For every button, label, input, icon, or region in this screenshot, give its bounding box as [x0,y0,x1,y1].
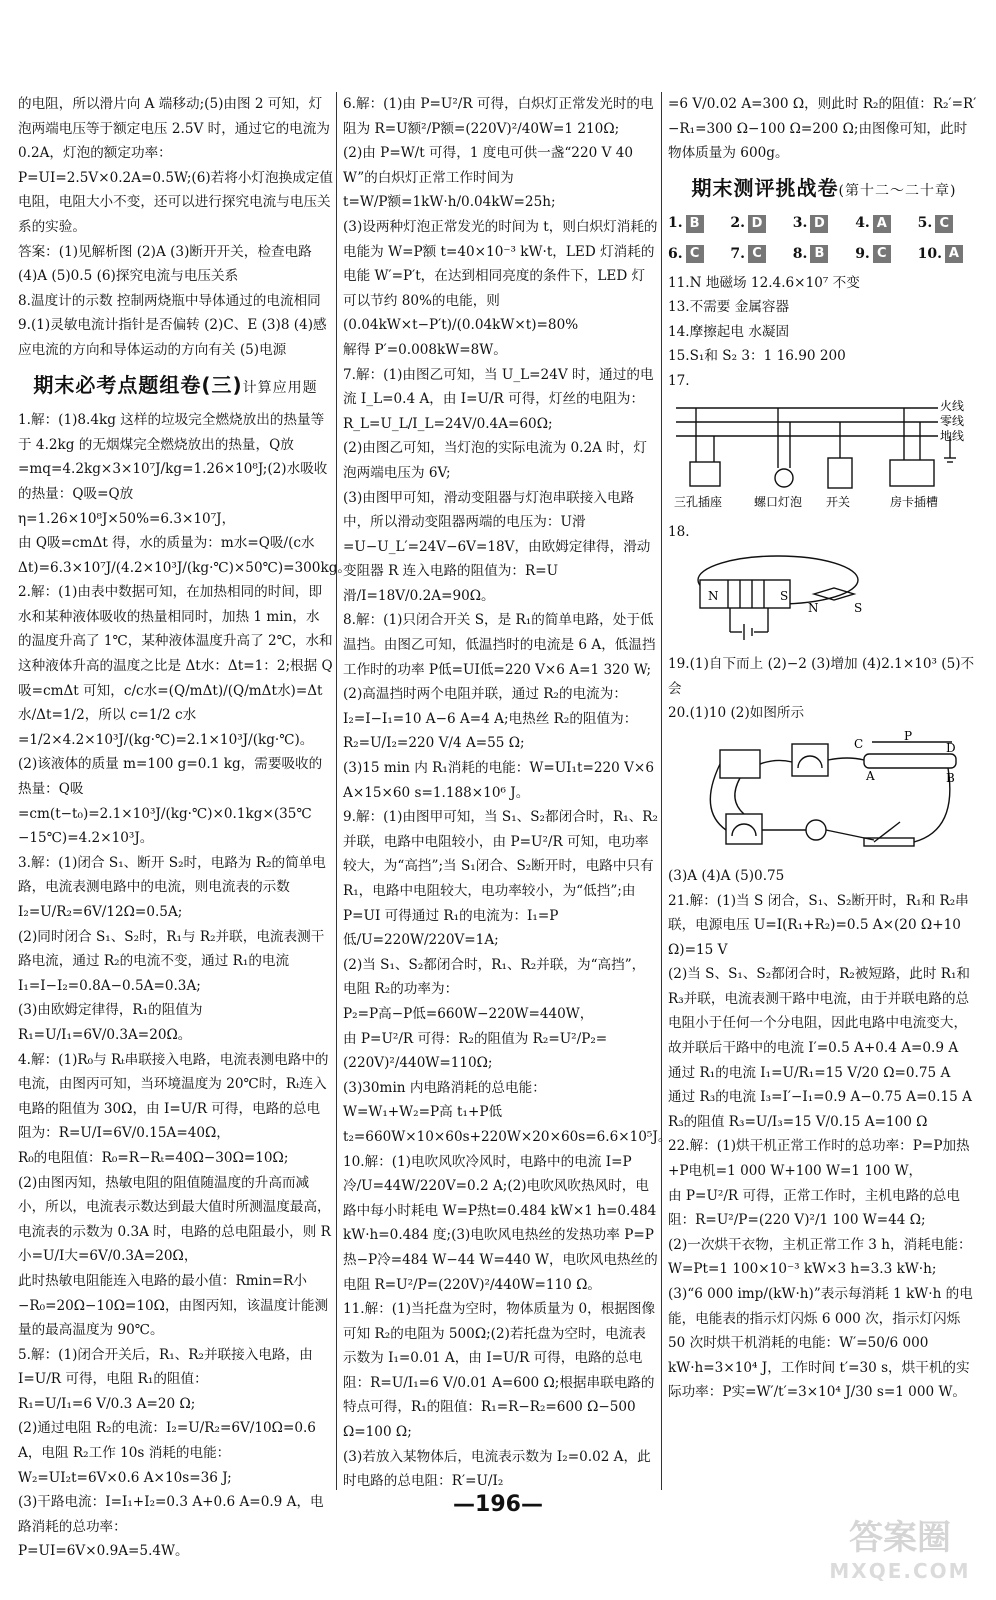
pole-label: N [808,601,819,616]
answer-number: 1. [668,215,683,232]
terminal-label: C [854,736,864,751]
answer-number: 6. [668,245,683,262]
section-heading-final-exam-3 [18,373,333,401]
answer-number: 3. [792,215,808,232]
section-heading-final-challenge [668,176,980,204]
answer-number: 5. [917,215,933,232]
answer-box: A [945,245,963,263]
household-circuit-figure [668,398,980,516]
answer-box: D [748,215,766,233]
left-intro-text: 的电阻，所以滑片向 A 端移动;(5)由图 2 可知，灯泡两端电压等于额定电压 2.5V 时，通过它的电流为 0.2A，灯泡的额定功率：P=UI=2.5V×0.2A=0.5W;(6)若将小灯泡换成定值电阻，电阻大小不变，还可以进行探究电流与电压关系的实验。 答案：(1)见解析图 (2)A (3)断开开关，检查电路 (4)A (5)0.5 (6)探究电流与电压关系 8.温度计的示数 控制两烧瓶中导体通过的电流相同 9.(1)灵敏电流计指针是否偏转 (2)C、E (3)8 (4)感应电流的方向和导体运动的方向有关 (5)电源 [18,96,333,358]
section-heading-subtitle: 计算应用题 [242,379,318,396]
terminal-label: B [946,770,955,785]
pole-label: S [854,601,863,616]
wire-label-ground: 地线 [940,428,965,443]
watermark-logo [820,1510,980,1590]
part-label-switch: 开关 [826,494,851,509]
terminal-label: P [904,729,913,743]
answer-item [668,211,730,236]
answer-box: B [686,215,704,233]
watermark-url: MXQE.COM [829,1559,971,1583]
answer-number: 2. [730,215,746,232]
pole-label: S [780,589,789,604]
answer-box: C [748,245,766,263]
section-heading-title: 期末测评挑战卷 [691,175,839,200]
answer-item [793,242,855,267]
left-column [18,92,351,1564]
terminal-label: D [946,740,956,755]
answer-number: 8. [792,245,808,262]
right-bottom-text: (3)A (4)A (5)0.75 21.解：(1)当 S 闭合，S₁、S₂断开时，R₁和 R₂串联，电源电压 U=I(R₁+R₂)=0.5 A×(20 Ω+10 Ω)=15 V (2)当 S、S₁、S₂都闭合时，R₂被短路，此时 R₁和 R₃并联，电流表测干路中电流，由于并联电路的总电阻小于任何一个分电阻，因此电路中电流变大，故并联后干路中的电流 I′=0.5 A+0.4 A=0.9 A 通过 R₁的电流 I₁=U/R₁=15 V/20 Ω=0.75 A 通过 R₃的电流 I₃=I′−I₁=0.9 A−0.75 A=0.15 A R₃的阻值 R₃=U/I₃=15 V/0.15 A=100 Ω 22.解：(1)烘干机正常工作时的总功率：P=P加热+P电机=1 000 W+100 W=1 100 W， 由 P=U²/R 可得，正常工作时，主机电路的总电阻：R=U²/P=(220 V)²/1 100 W=44 Ω; (2)一次烘干衣物，主机正常工作 3 h，消耗电能：W=Pt=1 100×10⁻³ kW×3 h=3.3 kW·h; (3)“6 000 imp/(kW·h)”表示每消耗 1 kW·h 的电能，电能表的指示灯闪烁 6 000 次，指示灯闪烁 50 次时烘干机消耗的电能：W′=50/6 000 kW·h=3×10⁴ J，工作时间 t′=30 s，烘干机的实际功率：P实=W′/t′=3×10⁴ J/30 s=1 000 W。 [668,867,973,1401]
right-column [668,92,980,1405]
pole-label: N [708,589,719,604]
answer-box: A [873,215,891,233]
answer-box: C [686,245,704,263]
answer-item [793,211,855,236]
answer-item [730,211,792,236]
multiple-choice-answers [668,211,980,266]
answer-box: B [810,245,828,263]
watermark-main: 答案圈 [849,1518,951,1558]
right-top-text: =6 V/0.02 A=300 Ω，则此时 R₂的阻值：R₂′=R′−R₁=300 Ω−100 Ω=200 Ω;由图像可知，此时物体质量为 600g。 [668,96,977,162]
column-divider [661,92,662,1490]
middle-body-text: 6.解：(1)由 P=U²/R 可得，白炽灯正常发光时的电阻为 R=U额²/P额=(220V)²/40W=1 210Ω; (2)由 P=W/t 可得，1 度电可供一盏“220 V 40 W”的白炽灯正常工作时间为 t=W/P额=1kW·h/0.04kW=25h; (3)设两种灯泡正常发光的时间为 t，则白炽灯消耗的电能为 W=P额 t=40×10⁻³ kW·t，LED 灯消耗的电能 W′=P′t，在达到相同亮度的条件下，LED 灯可以节约 80%的电能，则 (0.04kW×t−P′t)/(0.04kW×t)=80% 解得 P′=0.008kW=8W。 7.解：(1)由图乙可知，当 U_L=24V 时，通过的电流 I_L=0.4 A，由 I=U/R 可得，灯丝的电阻为：R_L=U_L/I_L=24V/0.4A=60Ω; (2)由图乙可知，当灯泡的实际电流为 0.2A 时，灯泡两端电压为 6V; (3)由图甲可知，滑动变阻器与灯泡串联接入电路中，所以滑动变阻器两端的电压为：U滑=U−U_L′=24V−6V=18V，由欧姆定律得，滑动变阻器 R 连入电路的阻值为：R=U滑/I=18V/0.2A=90Ω。 8.解：(1)只闭合开关 S，是 R₁的简单电路，处于低温挡。由图乙可知，低温挡时的电流是 6 A，低温挡工作时的功率 P低=UI低=220 V×6 A=1 320 W; (2)高温挡时两个电阻并联，通过 R₂的电流为：I₂=I−I₁=10 A−6 A=4 A;电热丝 R₂的阻值为：R₂=U/I₂=220 V/4 A=55 Ω; (3)15 min 内 R₁消耗的电能：W=UI₁t=220 V×6 A×15×60 s=1.188×10⁶ J。 9.解：(1)由图甲可知，当 S₁、S₂都闭合时，R₁、R₂并联，电路中电阻较小，由 P=U²/R 可知，电功率较大，为“高挡”;当 S₁闭合、S₂断开时，电路中只有 R₁，电路中电阻较大，电功率较小，为“低挡”;由 P=UI 可得通过 R₁的电流为：I₁=P低/U=220W/220V=1A; (2)当 S₁、S₂都闭合时，R₁、R₂并联，为“高挡”，电阻 R₂的功率为： P₂=P高−P低=660W−220W=440W， 由 P=U²/R 可得：R₂的阻值为 R₂=U²/P₂=(220V)²/440W=110Ω; (3)30min 内电路消耗的总电能： W=W₁+W₂=P高 t₁+P低 t₂=660W×10×60s+220W×20×60s=6.6×10⁵J。 10.解：(1)电吹风吹冷风时，电路中的电流 I=P冷/U=44W/220V=0.2 A;(2)电吹风吹热风时，电路中每小时耗电 W=P热t=0.484 kW×1 h=0.484 kW·h=0.484 度;(3)电吹风电热丝的发热功率 P=P热−P冷=484 W−44 W=440 W，电吹风电热丝的电阻 R=U²/P=(220V)²/440W=110 Ω。 11.解：(1)当托盘为空时，物体质量为 0，根据图像可知 R₂的电阻为 500Ω;(2)若托盘为空时，电流表示数为 I₁=0.01 A，由 I=U/R 可得，电路的总电阻：R=U/I₁=6 V/0.01 A=600 Ω;根据串联电路的特点可得，R₁的阻值：R₁=R−R₂=600 Ω−500 Ω=100 Ω; (3)若放入某物体后，电流表示数为 I₂=0.02 A，此时电路的总电阻：R′=U/I₂ [343,96,672,1490]
middle-column [343,92,672,1494]
answers-19-20: 19.(1)自下而上 (2)−2 (3)增加 (4)2.1×10³ (5)不会 20.(1)10 (2)如图所示 [668,656,975,722]
question-18-label: 18. [668,523,690,540]
answer-item [668,242,730,267]
answer-number: 10. [917,245,942,262]
part-label-card-slot: 房卡插槽 [890,494,939,509]
wire-label-neutral: 零线 [940,413,965,428]
part-label-socket: 三孔插座 [674,494,723,509]
page-number: —196— [453,1492,543,1517]
answer-box: C [873,245,891,263]
section-heading-title: 期末必考点题组卷(三) [33,372,243,397]
answer-number: 4. [855,215,870,232]
fill-in-answers: 11.N 地磁场 12.4.6×10⁷ 不变 13.不需要 金属容器 14.摩擦起电 水凝固 15.S₁和 S₂ 3：1 16.90 200 17. [668,274,860,389]
answer-box: D [810,215,828,233]
circuit-connection-figure [668,730,980,860]
answer-item [855,211,917,236]
answer-box: C [935,215,953,233]
terminal-label: A [866,768,875,783]
section-heading-subtitle: (第十二～二十章) [838,182,957,199]
part-label-bulb: 螺口灯泡 [754,494,803,509]
column-divider [336,92,337,1490]
answer-item [918,242,980,267]
answer-number: 9. [855,245,870,262]
answer-number: 7. [730,245,746,262]
electromagnet-figure [668,548,980,648]
left-body-text: 1.解：(1)8.4kg 这样的垃圾完全燃烧放出的热量等于 4.2kg 的无烟煤完全燃烧放出的热量，Q放=mq=4.2kg×3×10⁷J/kg=1.26×10⁸J;(2)水吸收的热量：Q吸=Q放η=1.26×10⁸J×50%=6.3×10⁷J， 由 Q吸=cmΔt 得，水的质量为：m水=Q吸/(c水Δt)=6.3×10⁷J/(4.2×10³J/(kg·℃)×50℃)=300kg。 2.解：(1)由表中数据可知，在加热相同的时间，即水和某种液体吸收的热量相同时，加热 1 min，水的温度升高了 1℃，某种液体温度升高了 2℃，水和这种液体升高的温度之比是 Δt水：Δt=1：2;根据 Q吸=cmΔt 可知，c/c水=(Q/mΔt)/(Q/mΔt水)=Δt水/Δt=1/2，所以 c=1/2 c水=1/2×4.2×10³J/(kg·℃)=2.1×10³J/(kg·℃)。 (2)该液体的质量 m=100 g=0.1 kg，需要吸收的热量：Q吸=cm(t−t₀)=2.1×10³J/(kg·℃)×0.1kg×(35℃−15℃)=4.2×10³J。 3.解：(1)闭合 S₁、断开 S₂时，电路为 R₂的简单电路，电流表测电路中的电流，则电流表的示数 I₂=U/R₂=6V/12Ω=0.5A; (2)同时闭合 S₁、S₂时，R₁与 R₂并联，电流表测干路电流，通过 R₂的电流不变，通过 R₁的电流 I₁=I−I₂=0.8A−0.5A=0.3A; (3)由欧姆定律得，R₁的阻值为 R₁=U/I₁=6V/0.3A=20Ω。 4.解：(1)R₀与 Rₜ串联接入电路，电流表测电路中的电流，由图丙可知，当环境温度为 20℃时，Rₜ连入电路的阻值为 30Ω，由 I=U/R 可得，电路的总电阻为：R=U/I=6V/0.15A=40Ω， R₀的电阻值：R₀=R−Rₜ=40Ω−30Ω=10Ω; (2)由图丙知，热敏电阻的阻值随温度的升高而减小，所以，电流表示数达到最大值时所测温度最高，电流表的示数为 0.3A 时，电路的总电阻最小，则 R小=U/I大=6V/0.3A=20Ω， 此时热敏电阻能连入电路的最小值：Rmin=R小−R₀=20Ω−10Ω=10Ω，由图丙知，该温度计能测量的最高温度为 90℃。 5.解：(1)闭合开关后，R₁、R₂并联接入电路，由 I=U/R 可得，电阻 R₁的阻值： R₁=U/I₁=6 V/0.3 A=20 Ω; (2)通过电阻 R₂的电流：I₂=U/R₂=6V/10Ω=0.6 A，电阻 R₂工作 10s 消耗的电能： W₂=UI₂t=6V×0.6 A×10s=36 J; (3)干路电流：I=I₁+I₂=0.3 A+0.6 A=0.9 A，电路消耗的总功率： P=UI=6V×0.9A=5.4W。 [18,412,351,1560]
answer-item [918,211,980,236]
answer-item [730,242,792,267]
answer-item [855,242,917,267]
wire-label-live: 火线 [940,398,965,413]
